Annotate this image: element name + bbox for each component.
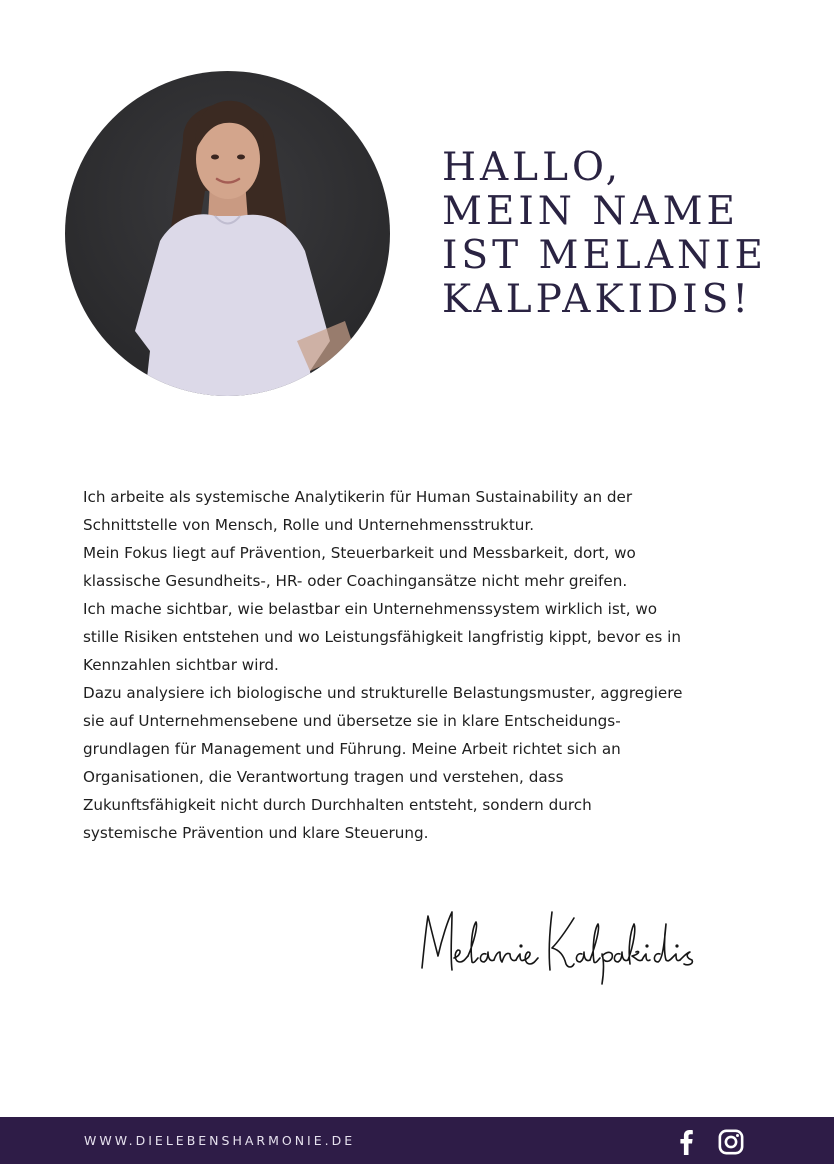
website-link[interactable]: WWW.DIELEBENSHARMONIE.DE — [84, 1133, 356, 1148]
bio-line: Ich arbeite als systemische Analytikerin für Human Sustainability an der — [83, 488, 633, 506]
greeting-heading — [442, 146, 822, 322]
greeting-line: MEIN NAME — [442, 189, 740, 234]
bio-line: Schnittstelle von Mensch, Rolle und Unternehmensstruktur. — [83, 516, 535, 534]
bio-line: Dazu analysiere ich biologische und strukturelle Belastungsmuster, aggregiere — [83, 684, 683, 702]
bio-line: Ich mache sichtbar, wie belastbar ein Unternehmenssystem wirklich ist, wo — [83, 600, 658, 618]
bio-line: grundlagen für Management und Führung. Meine Arbeit richtet sich an — [83, 740, 621, 758]
footer-bar — [0, 1117, 834, 1164]
greeting-line: IST MELANIE — [442, 233, 767, 278]
bio-line: Mein Fokus liegt auf Prävention, Steuerbarkeit und Messbarkeit, dort, wo — [83, 544, 636, 562]
bio-line: klassische Gesundheits-, HR- oder Coachingansätze nicht mehr greifen. — [83, 572, 628, 590]
portrait-photo — [65, 71, 390, 396]
facebook-icon[interactable] — [678, 1129, 694, 1155]
portrait-illustration — [65, 71, 390, 396]
instagram-icon[interactable] — [717, 1129, 745, 1155]
bio-line: Kennzahlen sichtbar wird. — [83, 656, 279, 674]
bio-line: Zukunftsfähigkeit nicht durch Durchhalten entsteht, sondern durch — [83, 796, 592, 814]
bio-line: sie auf Unternehmensebene und übersetze sie in klare Entscheidungs- — [83, 712, 621, 730]
bio-line: stille Risiken entstehen und wo Leistungsfähigkeit langfristig kippt, bevor es in — [83, 628, 681, 646]
greeting-line: KALPAKIDIS! — [442, 277, 753, 322]
bio-line: Organisationen, die Verantwortung tragen und verstehen, dass — [83, 768, 564, 786]
greeting-line: HALLO, — [442, 145, 623, 190]
bio-line: systemische Prävention und klare Steuerung. — [83, 824, 429, 842]
bio-text — [83, 483, 763, 847]
signature — [414, 898, 704, 988]
